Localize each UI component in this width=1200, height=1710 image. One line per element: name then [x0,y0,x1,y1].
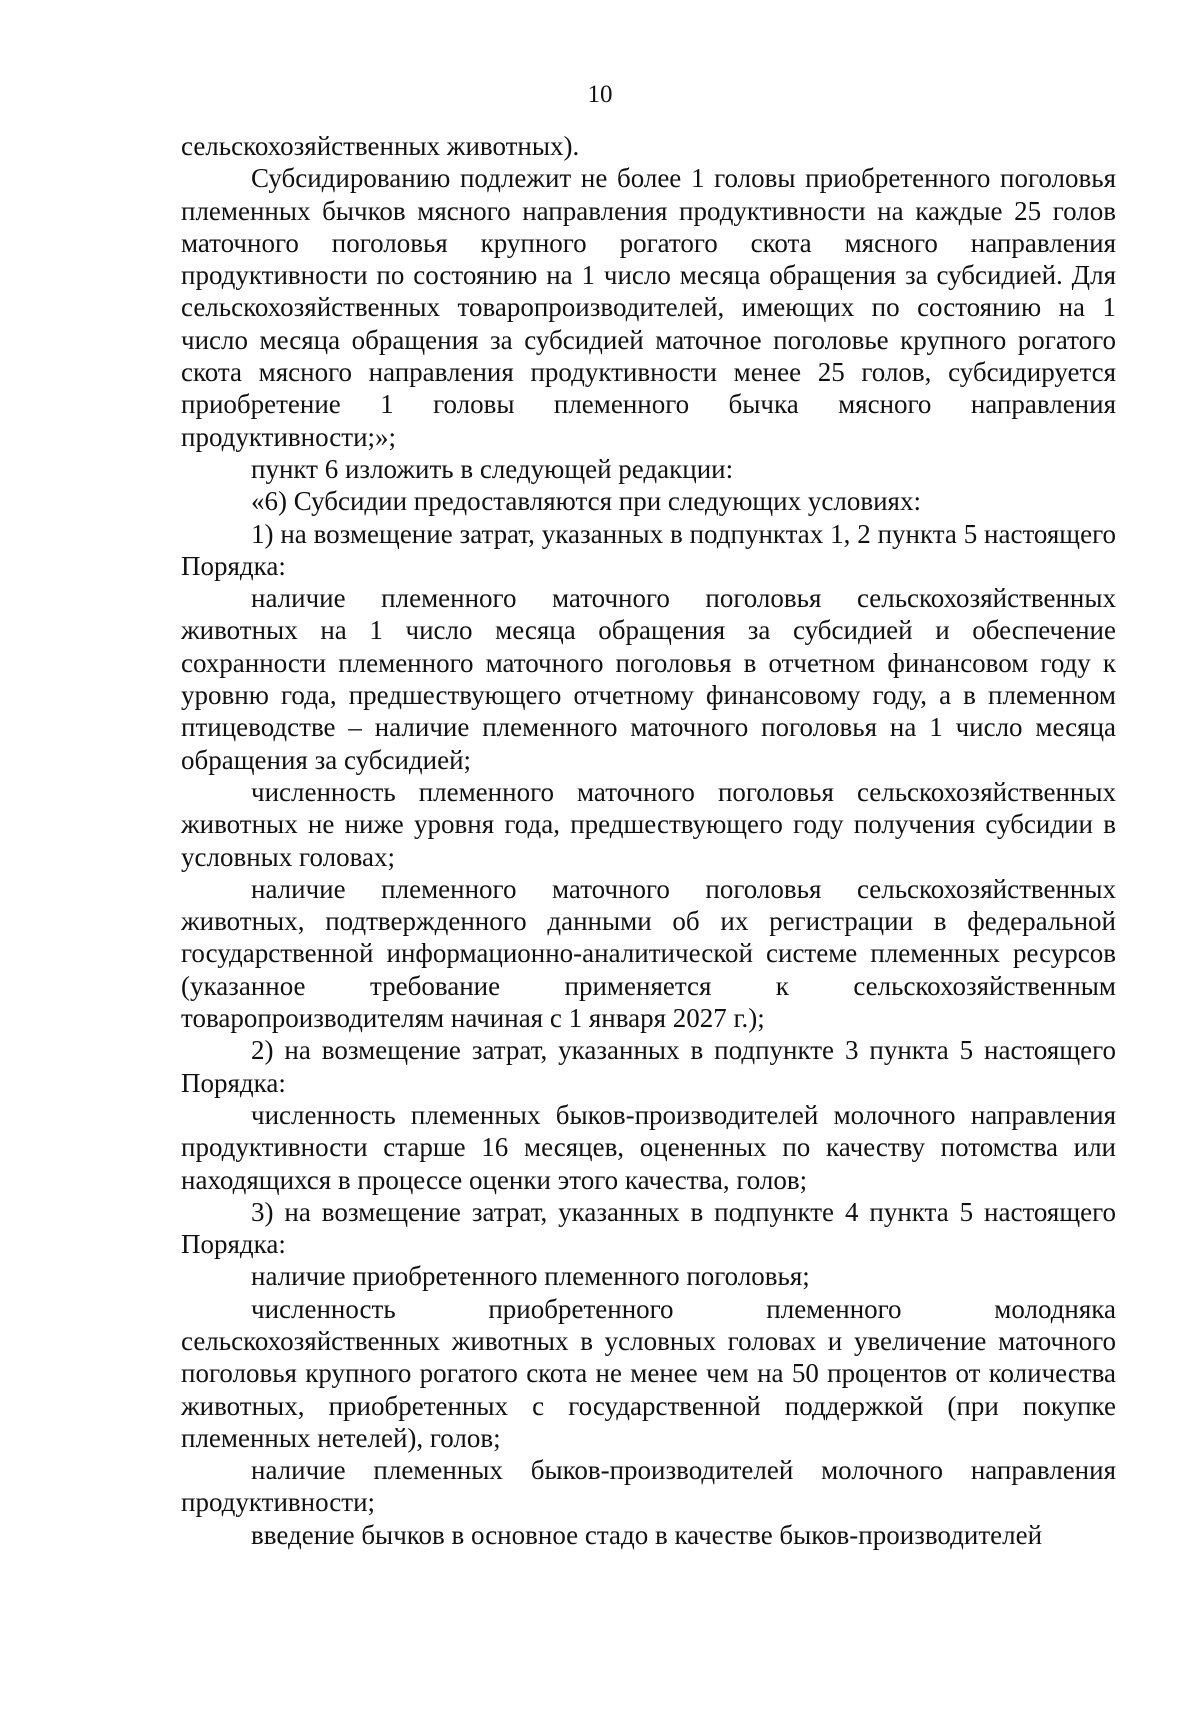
paragraph: сельскохозяйственных животных). [181,131,580,161]
paragraph: численность племенных быков-производителей молочного направления продуктивности старше 16 месяцев, оцененных по качеству потомства или находящихся в процессе оценки этого качества, голов; [181,1099,1116,1195]
paragraph: введение бычков в основное стадо в качестве быков-производителей [251,1519,1043,1550]
paragraph: 2) на возмещение затрат, указанных в подпункте 3 пункта 5 настоящего Порядка: [181,1035,1116,1098]
paragraph: наличие племенного маточного поголовья сельскохозяйственных животных на 1 число месяца обращения за субсидией и обеспечение сохранности племенного маточного поголовья в отчетном финансовом году к уровню года, предшествующего отчетному финансовому году, а в племенном птицеводстве – наличие племенного маточного поголовья на 1 число месяца обращения за субсидией; [181,583,1116,775]
document-body [181,130,1116,1551]
paragraph: наличие племенного маточного поголовья сельскохозяйственных животных, подтвержденного данными об их регистрации в федеральной государственной информационно-аналитической системе племенных ресурсов (указанное требование применяется к сельскохозяйственным товаропроизводителям начиная с 1 января 2027 г.); [181,873,1116,1034]
paragraph: 3) на возмещение затрат, указанных в подпункте 4 пункта 5 настоящего Порядка: [181,1196,1116,1260]
paragraph: численность приобретенного племенного молодняка сельскохозяйственных животных в условных головах и увеличение маточного поголовья крупного рогатого скота не менее чем на 50 процентов от количества животных, приобретенных с государственной поддержкой (при покупке племенных нетелей), голов; [181,1293,1116,1453]
paragraph: численность племенного маточного поголовья сельскохозяйственных животных не ниже уровня года, предшествующего году получения субсидии в условных головах; [181,776,1116,872]
paragraph: пункт 6 изложить в следующей редакции: [251,453,734,484]
paragraph: Субсидированию подлежит не более 1 головы приобретенного поголовья племенных бычков мясного направления продуктивности на каждые 25 голов маточного поголовья крупного рогатого скота мясного направления продуктивности по состоянию на 1 число месяца обращения за субсидией. Для сельскохозяйственных товаропроизводителей, имеющих по состоянию на 1 число месяца обращения за субсидией маточное поголовье крупного рогатого скота мясного направления продуктивности менее 25 голов, субсидируется приобретение 1 головы племенного бычка мясного направления продуктивности;»; [181,163,1116,452]
paragraph: 1) на возмещение затрат, указанных в подпунктах 1, 2 пункта 5 настоящего Порядка: [181,518,1116,581]
page-number: 10 [587,81,613,108]
paragraph: наличие племенных быков-производителей молочного направления продуктивности; [181,1455,1116,1518]
paragraph: наличие приобретенного племенного поголовья; [251,1261,810,1292]
paragraph: «6) Субсидии предоставляются при следующих условиях: [251,486,921,517]
